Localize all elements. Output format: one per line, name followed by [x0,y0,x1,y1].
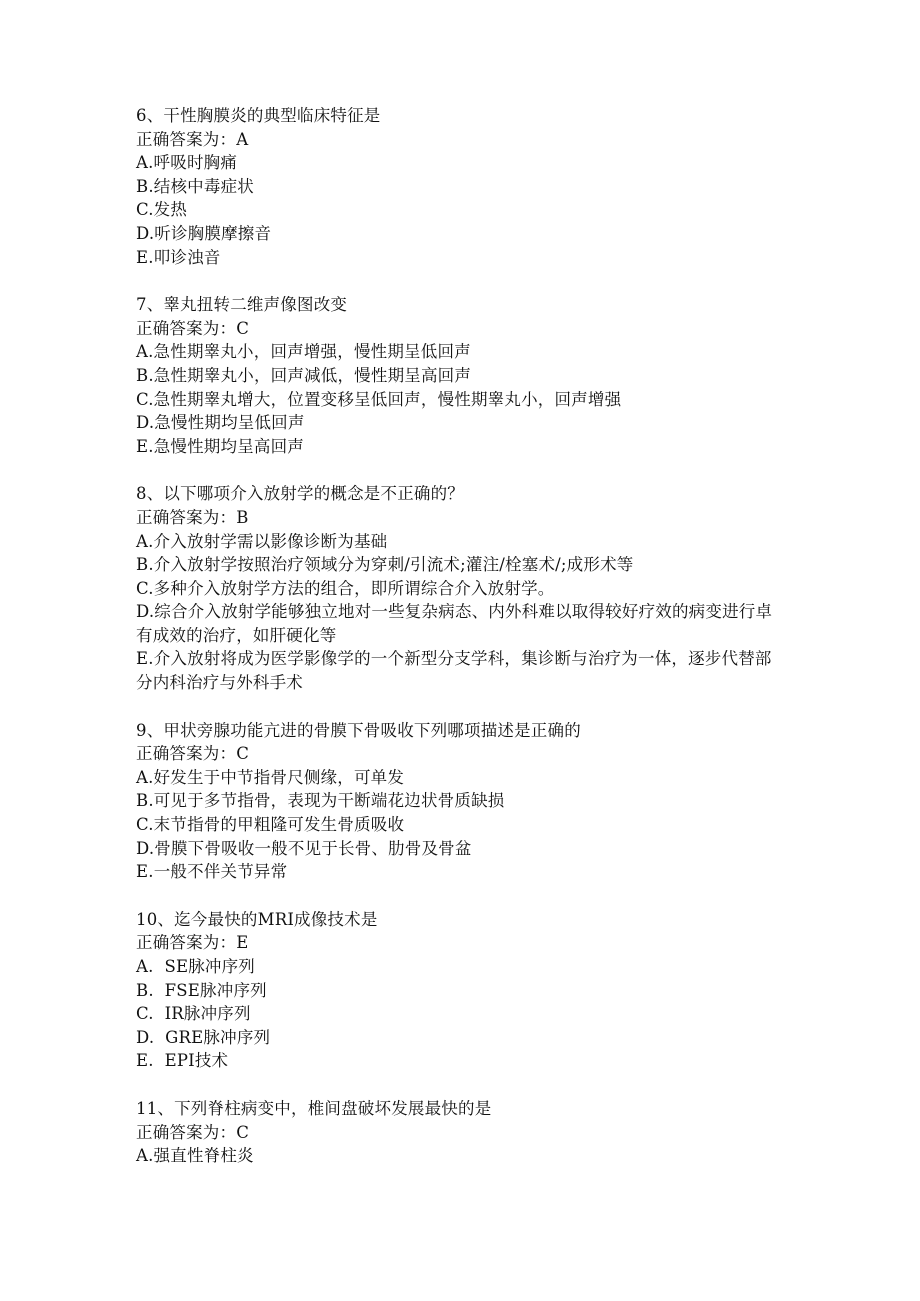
question-stem: 8、以下哪项介入放射学的概念是不正确的？ [136,484,464,504]
option-a: A. SE脉冲序列 [136,957,255,976]
question-list [136,104,786,1168]
option-e: E.介入放射将成为医学影像学的一个新型分支学科，集诊断与治疗为一体，逐步代替部分内科治疗与外科手术 [136,649,772,693]
option-e: E.一般不伴关节异常 [136,862,288,882]
option-c: C.末节指骨的甲粗隆可发生骨质吸收 [136,815,405,835]
option-b: B.介入放射学按照治疗领域分为穿刺/引流术;灌注/栓塞术/;成形术等 [136,555,634,575]
option-c: C.急性期睾丸增大，位置变移呈低回声，慢性期睾丸小，回声增强 [136,389,622,409]
question-stem: 7、睾丸扭转二维声像图改变 [136,295,348,315]
question-8 [136,482,786,694]
correct-answer: 正确答案为：C [136,318,250,338]
option-c: C.多种介入放射学方法的组合，即所谓综合介入放射学。 [136,578,555,598]
correct-answer: 正确答案为：C [136,744,250,764]
question-9 [136,719,786,884]
option-b: B.结核中毒症状 [136,176,254,196]
option-a: A.介入放射学需以影像诊断为基础 [136,531,388,551]
option-e: E. EPI技术 [136,1051,229,1071]
option-e: E.急慢性期均呈高回声 [136,436,304,456]
option-b: B. FSE脉冲序列 [136,980,267,1000]
option-b: B.急性期睾丸小，回声减低，慢性期呈高回声 [136,365,472,385]
question-stem: 10、迄今最快的MRI成像技术是 [136,909,378,929]
question-stem: 9、甲状旁腺功能亢进的骨膜下骨吸收下列哪项描述是正确的 [136,720,581,740]
option-c: C. IR脉冲序列 [136,1004,251,1024]
option-a: A.好发生于中节指骨尺侧缘，可单发 [136,767,405,787]
option-d: D.听诊胸膜摩擦音 [136,223,272,243]
question-10 [136,908,786,1073]
option-b: B.可见于多节指骨，表现为干断端花边状骨质缺损 [136,791,505,811]
option-a: A.强直性脊柱炎 [136,1146,254,1166]
option-d: D.骨膜下骨吸收一般不见于长骨、肋骨及骨盆 [136,838,472,858]
option-c: C.发热 [136,200,188,220]
correct-answer: 正确答案为：C [136,1122,250,1142]
option-a: A.呼吸时胸痛 [136,153,238,173]
correct-answer: 正确答案为：A [136,129,249,149]
question-stem: 11、下列脊柱病变中，椎间盘破坏发展最快的是 [136,1098,492,1118]
option-e: E.叩诊浊音 [136,247,221,267]
question-11 [136,1097,786,1168]
option-d: D. GRE脉冲序列 [136,1027,271,1047]
question-stem: 6、干性胸膜炎的典型临床特征是 [136,106,381,125]
correct-answer: 正确答案为：E [136,933,249,953]
option-d: D.急慢性期均呈低回声 [136,413,305,433]
question-7 [136,293,786,458]
option-d: D.综合介入放射学能够独立地对一些复杂病态、内外科难以取得较好疗效的病变进行卓有成效的治疗，如肝硬化等 [136,602,773,645]
correct-answer: 正确答案为：B [136,507,249,527]
option-a: A.急性期睾丸小，回声增强，慢性期呈低回声 [136,342,471,362]
question-6 [136,104,786,269]
